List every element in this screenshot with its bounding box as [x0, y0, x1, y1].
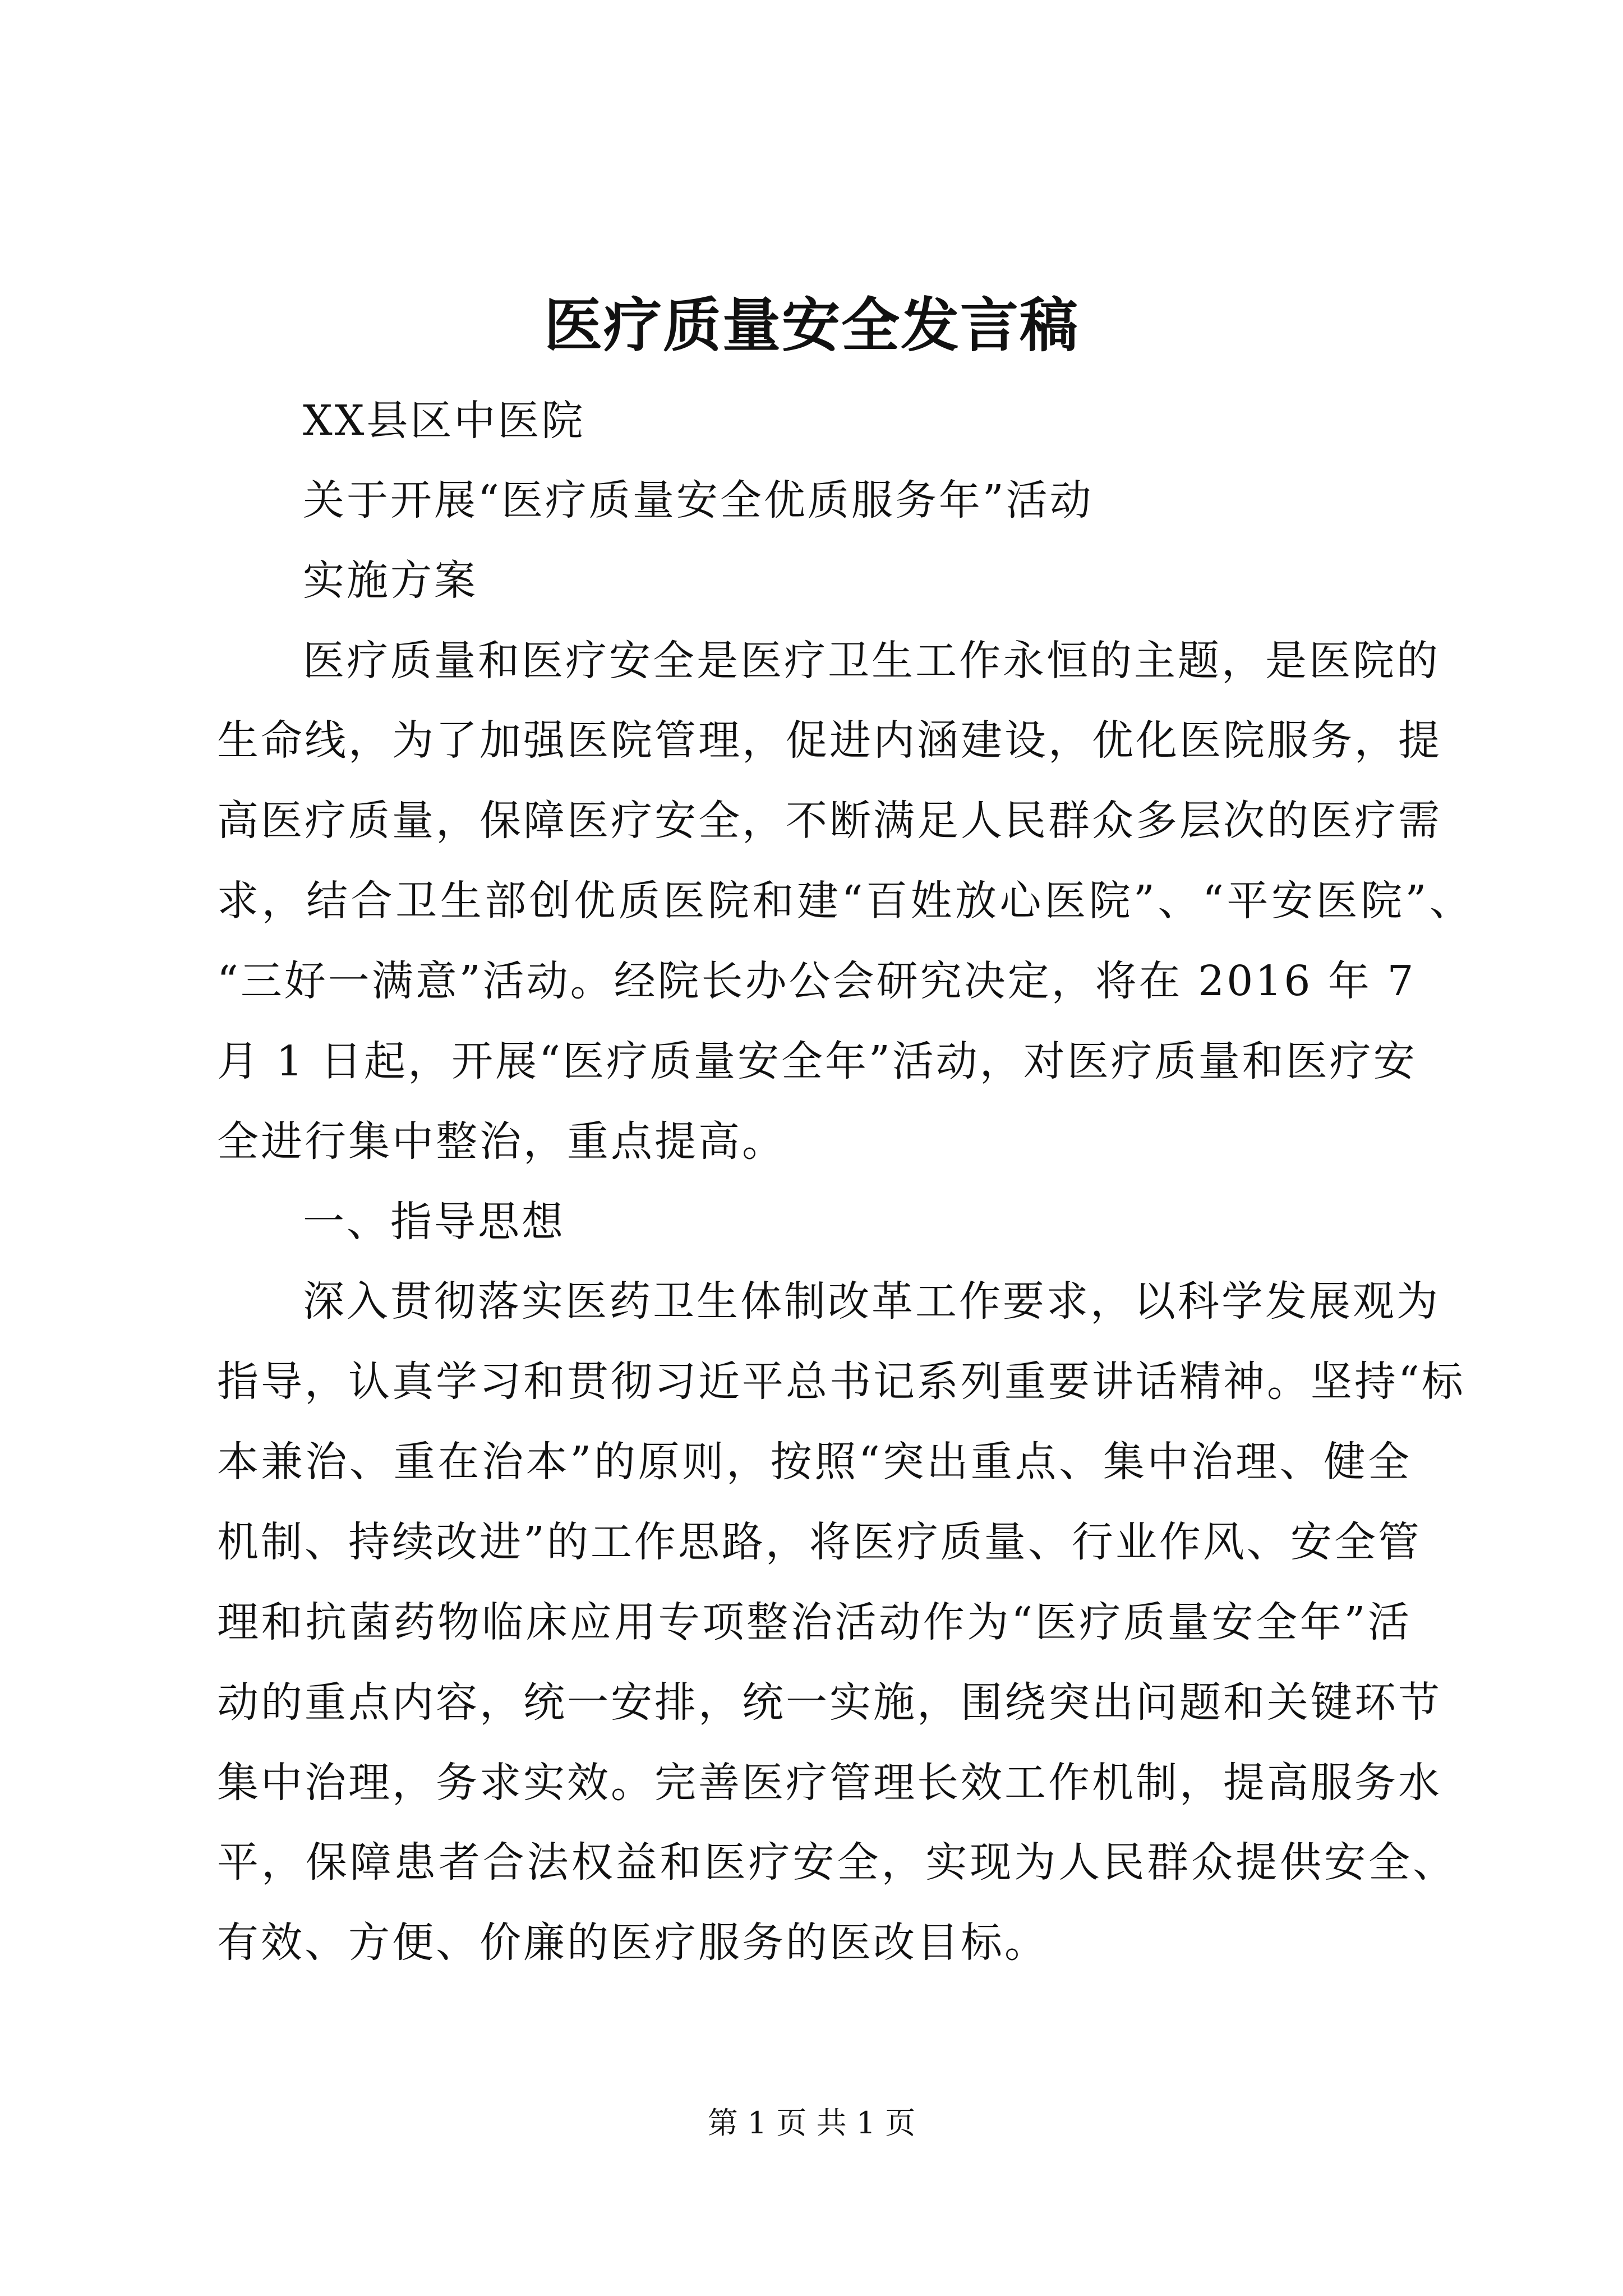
paragraph2-line-5: 理和抗菌药物临床应用专项整治活动作为“医疗质量安全年”活	[217, 1598, 1412, 1646]
paragraph1-line-5: “三好一满意”活动。经院长办公会研究决定，将在 2016 年 7	[217, 957, 1416, 1005]
paragraph1-line-7: 全进行集中整治，重点提高。	[217, 1117, 786, 1166]
paragraph2-line-1: 深入贯彻落实医药卫生体制改革工作要求，以科学发展观为	[303, 1277, 1440, 1326]
paragraph1-line-2: 生命线，为了加强医院管理，促进内涵建设，优化医院服务，提	[217, 716, 1442, 765]
paragraph2-line-2: 指导，认真学习和贯彻习近平总书记系列重要讲话精神。坚持“标	[217, 1358, 1465, 1406]
document-title: 医疗质量安全发言稿	[543, 291, 1079, 360]
page-number-footer: 第 1 页 共 1 页	[707, 2105, 916, 2141]
paragraph2-line-4: 机制、持续改进”的工作思路，将医疗质量、行业作风、安全管	[217, 1518, 1422, 1566]
section1-heading: 一、指导思想	[303, 1198, 565, 1246]
paragraph1-line-3: 高医疗质量，保障医疗安全，不断满足人民群众多层次的医疗需	[217, 797, 1442, 845]
paragraph2-line-8: 平，保障患者合法权益和医疗安全，实现为人民群众提供安全、	[217, 1838, 1456, 1887]
paragraph2-line-6: 动的重点内容，统一安排，统一实施，围绕突出问题和关键环节	[217, 1678, 1442, 1727]
paragraph2-line-3: 本兼治、重在治本”的原则，按照“突出重点、集中治理、健全	[217, 1438, 1412, 1486]
hospital-name: XX县区中医院	[303, 397, 585, 445]
activity-title-line: 关于开展“医疗质量安全优质服务年”活动	[303, 476, 1094, 524]
paragraph1-line-4: 求，结合卫生部创优质医院和建“百姓放心医院”、“平安医院”、	[217, 877, 1473, 925]
paragraph2-line-9: 有效、方便、价廉的医疗服务的医改目标。	[217, 1918, 1048, 1967]
paragraph1-line-1: 医疗质量和医疗安全是医疗卫生工作永恒的主题，是医院的	[303, 637, 1440, 685]
plan-label: 实施方案	[303, 556, 478, 605]
paragraph1-line-6: 月 1 日起，开展“医疗质量安全年”活动，对医疗质量和医疗安	[217, 1037, 1417, 1085]
paragraph2-line-7: 集中治理，务求实效。完善医疗管理长效工作机制，提高服务水	[217, 1759, 1442, 1807]
